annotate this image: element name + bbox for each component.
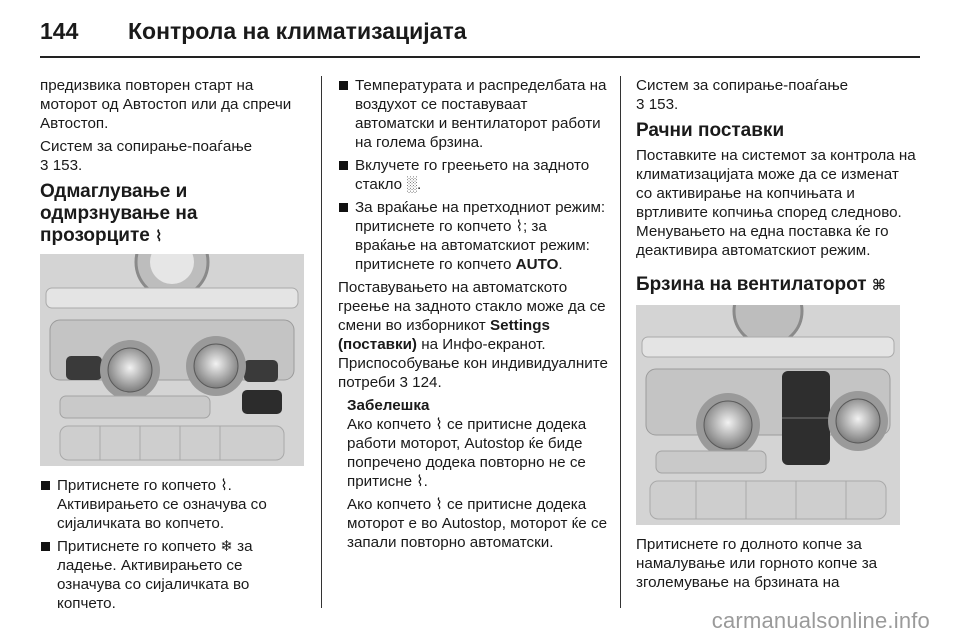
paragraph: Поставувањето на автоматското греење на задното стакло може да се смени во изборникот Settings (поставки) на Инфо-екранот. Приспособување кон индивидуалните потреби 3 124. bbox=[338, 279, 608, 391]
note-title: Забелешка bbox=[347, 397, 430, 414]
header-rule bbox=[40, 56, 920, 58]
paragraph: предизвика повторен старт на моторот од Автостоп или да спречи Автостоп. bbox=[40, 77, 292, 132]
windscreen-defrost-icon: ⌇ bbox=[155, 228, 163, 245]
section-heading: Одмаглување и одмрзнување на прозорците ⌇ bbox=[40, 181, 198, 246]
column-middle bbox=[338, 76, 608, 556]
page-number: 144 bbox=[40, 18, 79, 44]
column-right bbox=[636, 76, 918, 596]
paragraph: Притиснете го долното копче за намалување или горното копче за зголемување на брзината на bbox=[636, 536, 878, 591]
paragraph: Ако копчето ⌇ се притисне додека работи моторот, Autostop ќе биде попречено додека повторно не се притисне ⌇. bbox=[347, 416, 587, 490]
paragraph: Поставките на системот за контрола на климатизацијата може да се изменат со активирање на копчињата и вртливите копчиња според следново. Менувањето на една поставка ќе го деактивира автоматскиот режим. bbox=[636, 147, 916, 259]
fan-icon: ⌘ bbox=[871, 277, 886, 294]
column-divider bbox=[321, 76, 322, 608]
page-reference[interactable]: 124. bbox=[412, 374, 442, 391]
paragraph: Систем за сопирање-поаѓање 3 153. bbox=[636, 77, 849, 113]
auto-label: AUTO bbox=[515, 256, 559, 273]
list-item: Притиснете го копчето ⌇. Активирањето се означува со сијаличката во копчето. bbox=[40, 476, 310, 533]
column-divider bbox=[620, 76, 621, 608]
list-item: За враќање на претходниот режим: притиснете го копчето ⌇; за враќање на автоматскиот режим: притиснете го копчето AUTO. bbox=[338, 198, 608, 274]
section-heading: Рачни поставки bbox=[636, 120, 785, 141]
column-left bbox=[40, 76, 310, 617]
list-item: Температурата и распределбата на воздухот се поставуваат автоматски и вентилаторот работи на голема брзина. bbox=[338, 76, 608, 152]
page-header bbox=[40, 18, 920, 60]
windscreen-defrost-icon: ⌇ bbox=[435, 496, 443, 513]
windscreen-defrost-icon: ⌇ bbox=[220, 477, 228, 494]
page-title: Контрола на климатизацијата bbox=[128, 18, 467, 44]
climate-panel-illustration bbox=[636, 305, 900, 525]
reference-arrow-icon: 3 bbox=[40, 157, 49, 174]
page-reference[interactable]: 153. bbox=[648, 96, 679, 113]
list-item: Притиснете го копчето ❄ за ладење. Активирањето се означува со сијаличката во копчето. bbox=[40, 537, 310, 613]
climate-panel-photo bbox=[636, 305, 900, 525]
air-conditioning-icon: ❄ bbox=[220, 538, 233, 555]
climate-panel-photo bbox=[40, 254, 304, 466]
windscreen-defrost-icon: ⌇ bbox=[416, 473, 424, 490]
windscreen-defrost-icon: ⌇ bbox=[435, 416, 443, 433]
section-heading: Брзина на вентилаторот ⌘ bbox=[636, 274, 886, 295]
page-reference[interactable]: 153. bbox=[52, 157, 83, 174]
settings-menu-label: Settings (поставки) bbox=[338, 317, 550, 353]
windscreen-defrost-icon: ⌇ bbox=[515, 218, 523, 235]
rear-window-heating-icon: ░ bbox=[406, 176, 417, 193]
paragraph: Систем за сопирање-поаѓање 3 153. bbox=[40, 138, 253, 174]
climate-panel-illustration bbox=[40, 254, 304, 466]
note-block bbox=[338, 396, 608, 552]
list-item: Вклучете го греењето на задното стакло ░. bbox=[338, 156, 608, 194]
reference-arrow-icon: 3 bbox=[636, 96, 645, 113]
paragraph: Ако копчето ⌇ се притисне додека моторот е во Autostop, моторот ќе се запали повторно автоматски. bbox=[347, 496, 608, 551]
watermark: carmanualsonline.info bbox=[711, 608, 930, 633]
reference-arrow-icon: 3 bbox=[399, 374, 408, 391]
